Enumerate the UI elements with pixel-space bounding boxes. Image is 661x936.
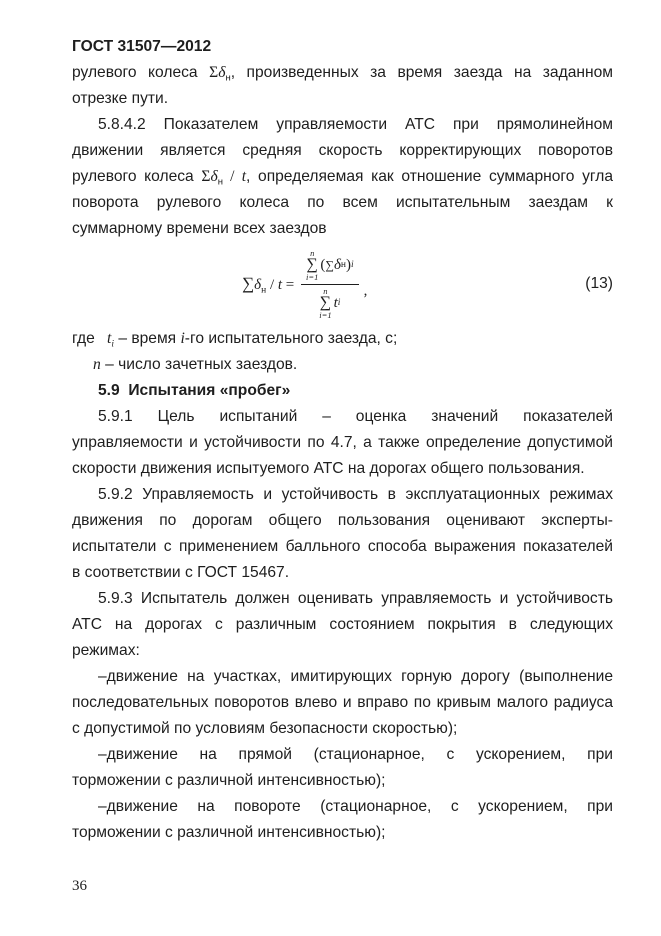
paragraph-5842-line3: [72, 164, 613, 190]
equals-sign: =: [282, 277, 299, 293]
slash: /: [266, 277, 278, 293]
variable-t: t: [107, 330, 112, 347]
text-segment: – число зачетных заездов.: [100, 356, 298, 373]
sum-icon: ∑: [319, 294, 332, 311]
paragraph-5842-line5: суммарному времени всех заездов: [72, 220, 327, 237]
sum-upper-limit: n: [310, 247, 315, 258]
subscript-n: н: [217, 176, 223, 188]
fraction-numerator: n ∑ i=1 ( ∑ δ н ) i: [301, 249, 359, 285]
subscript-i: i: [111, 339, 114, 350]
paragraph-591-line3: скорости движения испытуемого АТС на дорогах общего пользования.: [72, 460, 585, 477]
delta-symbol: δ: [218, 64, 226, 81]
text-segment: рулевого колеса: [72, 168, 202, 185]
running-header: ГОСТ 31507—2012: [72, 38, 212, 55]
document-content: [72, 34, 613, 846]
sum-upper-limit: n: [323, 285, 328, 296]
paragraph-592-line2: движения по дорогам общего пользования оценивают эксперты-: [72, 512, 613, 529]
formula-comma: ,: [363, 282, 368, 299]
text-segment: рулевого колеса: [72, 64, 210, 81]
variable-i: i: [180, 330, 185, 347]
close-paren: ): [346, 256, 352, 273]
big-sum-icon: [306, 249, 318, 282]
list-item-mountain-line1: –движение на участках, имитирующих горную дорогу (выполнение: [98, 668, 613, 685]
sum-icon: ∑: [306, 256, 318, 273]
inner-sum-icon: ∑: [325, 257, 334, 272]
paragraph-intro-line1: [72, 60, 613, 86]
variable-n: n: [93, 356, 101, 373]
list-item-straight-line1: –движение на прямой (стационарное, с ускорением, при: [98, 746, 613, 763]
text-segment: -го испытательного заезда, с;: [184, 330, 398, 347]
subscript-n: н: [261, 285, 267, 296]
paragraph-5842-line4: поворота рулевого колеса по всем испытательным заездам к: [72, 194, 613, 211]
sigma-symbol: Σ: [201, 168, 211, 185]
text-segment: , определяемая как отношение суммарного угла: [246, 168, 613, 185]
paragraph-591-line1: 5.9.1 Цель испытаний – оценка значений показателей: [98, 408, 613, 425]
sigma-symbol: Σ: [209, 64, 219, 81]
sum-icon: ∑: [242, 274, 255, 293]
list-item-turn-line2: торможении с различной интенсивностью);: [72, 824, 386, 841]
open-paren: (: [320, 256, 326, 273]
paragraph-5842-line2: движении является средняя скорость корректирующих поворотов: [72, 142, 613, 159]
subscript-n: н: [225, 72, 231, 84]
list-item-turn-line1: –движение на повороте (стационарное, с ускорением, при: [98, 798, 613, 815]
page-number: 36: [72, 878, 87, 894]
delta-symbol: δ: [210, 168, 218, 185]
delta-symbol: δ: [254, 277, 262, 293]
paragraph-592-line3: испытатели с применением балльного способа выражения показателей: [72, 538, 613, 555]
paragraph-5842-line1: 5.8.4.2 Показателем управляемости АТС при прямолинейном: [98, 116, 613, 133]
paragraph-591-line2: управляемости и устойчивости по 4.7, а также определение допустимой: [72, 434, 613, 451]
paragraph-593-line2: АТС на дорогах с различным состоянием покрытия в следующих: [72, 616, 613, 633]
formula-lhs: [242, 274, 298, 294]
delta-symbol: δ: [333, 256, 341, 273]
list-item-straight-line2: торможении с различной интенсивностью);: [72, 772, 386, 789]
fraction-denominator: n ∑ i=1 t i: [319, 285, 341, 320]
list-item-mountain-line2: последовательных поворотов влево и вправо по кривым малого радиуса: [72, 694, 613, 711]
sum-lower-limit: i=1: [306, 272, 319, 282]
big-sum-icon: [319, 287, 331, 320]
paragraph-593-line1: 5.9.3 Испытатель должен оценивать управляемость и устойчивость: [98, 590, 613, 607]
paragraph-592-line1: 5.9.2 Управляемость и устойчивость в эксплуатационных режимах: [98, 486, 613, 503]
paragraph-593-line3: режимах:: [72, 642, 140, 659]
formula-13: [72, 242, 613, 326]
where-label: где: [72, 330, 95, 347]
paragraph-intro-line2: отрезке пути.: [72, 90, 169, 107]
sum-lower-limit: i=1: [319, 310, 332, 320]
text-segment: , произведенных за время заезда на заданном: [230, 64, 613, 81]
formula-fraction: [301, 249, 359, 320]
variable-t: t: [241, 168, 247, 185]
where-line-t: [72, 326, 613, 352]
equation-number: (13): [585, 275, 613, 292]
section-heading-59: 5.9 Испытания «пробег»: [98, 382, 291, 399]
list-item-mountain-line3: с допустимой по условиям безопасности скоростью);: [72, 720, 458, 737]
where-line-n: [72, 352, 613, 378]
paragraph-592-line4: в соответствии с ГОСТ 15467.: [72, 564, 290, 581]
variable-t: t: [333, 294, 338, 311]
variable-t: t: [277, 277, 283, 293]
text-segment: – время: [113, 330, 181, 347]
slash: /: [222, 168, 242, 185]
